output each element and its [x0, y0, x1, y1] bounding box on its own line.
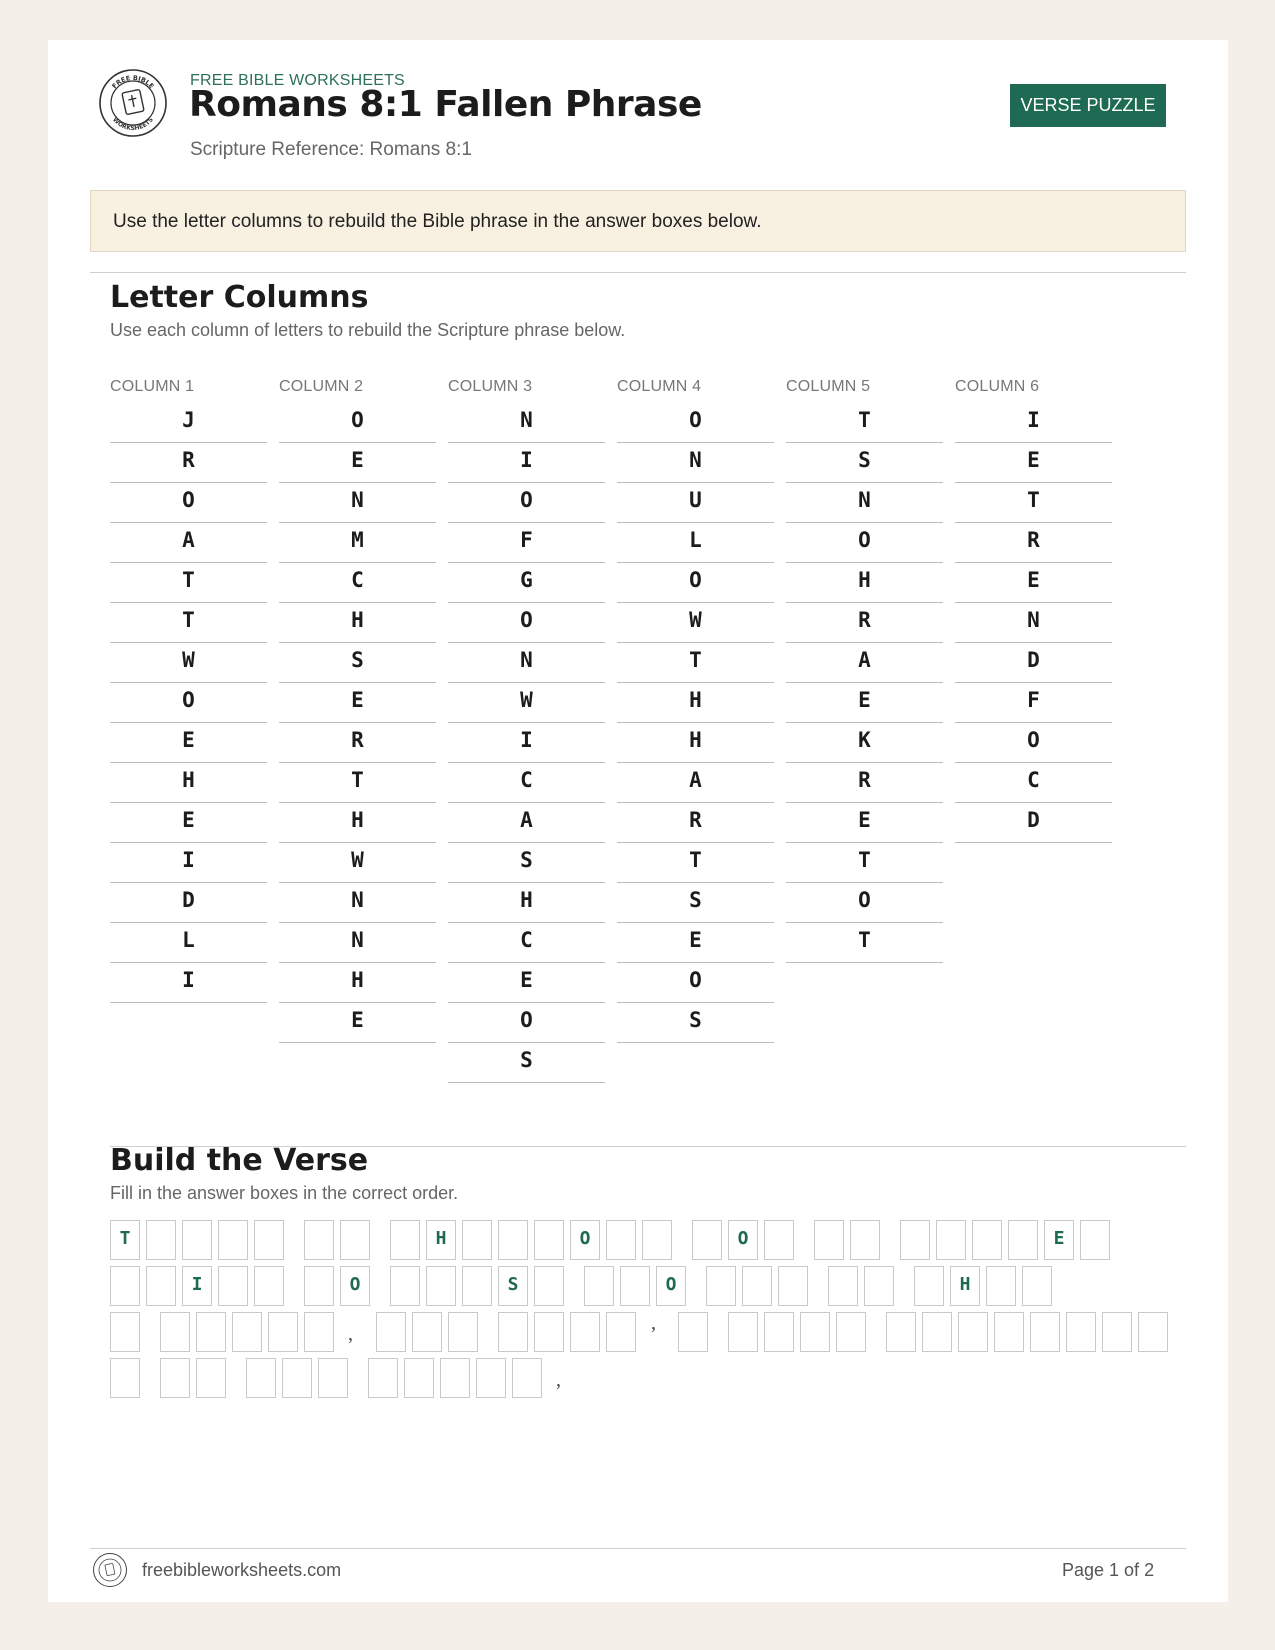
answer-box[interactable] — [254, 1220, 284, 1260]
answer-box-hint[interactable]: O — [340, 1266, 370, 1306]
letter-cell: T — [617, 843, 774, 883]
answer-box[interactable] — [1008, 1220, 1038, 1260]
answer-box[interactable] — [196, 1312, 226, 1352]
letter-cell: N — [617, 443, 774, 483]
letter-cell: E — [279, 443, 436, 483]
letter-cell: C — [448, 763, 605, 803]
letter-cell: T — [955, 483, 1112, 523]
answer-box-hint[interactable]: O — [728, 1220, 758, 1260]
letter-cell: N — [279, 923, 436, 963]
letter-cell: R — [786, 603, 943, 643]
letter-cell: T — [617, 643, 774, 683]
letter-cell: T — [110, 603, 267, 643]
letter-column-4 — [617, 378, 774, 1043]
letter-cell: F — [955, 683, 1112, 723]
answer-word — [498, 1312, 642, 1352]
letter-cell: N — [448, 643, 605, 683]
letter-column-6 — [955, 378, 1112, 843]
answer-box[interactable] — [606, 1312, 636, 1352]
answer-box[interactable] — [922, 1312, 952, 1352]
letter-cell: H — [786, 563, 943, 603]
letter-cell: O — [110, 483, 267, 523]
answer-word — [390, 1266, 570, 1306]
letter-cell: D — [955, 803, 1112, 843]
letter-cell: O — [448, 603, 605, 643]
answer-box[interactable] — [254, 1266, 284, 1306]
answer-box[interactable] — [376, 1312, 406, 1352]
answer-word — [160, 1358, 232, 1398]
letter-cell: N — [786, 483, 943, 523]
letter-cell: E — [279, 683, 436, 723]
answer-word — [368, 1358, 548, 1398]
letter-cell: C — [955, 763, 1112, 803]
letter-cell: H — [279, 963, 436, 1003]
letter-cell: R — [617, 803, 774, 843]
letter-cell: W — [617, 603, 774, 643]
answer-word — [304, 1220, 376, 1260]
letter-cell: M — [279, 523, 436, 563]
letter-cell: O — [110, 683, 267, 723]
letter-cell: H — [279, 603, 436, 643]
answer-box[interactable] — [1138, 1312, 1168, 1352]
answer-word — [886, 1312, 1174, 1352]
answer-word — [304, 1266, 376, 1306]
letter-cell: O — [955, 723, 1112, 763]
letter-cell: E — [955, 563, 1112, 603]
letter-cell: E — [786, 683, 943, 723]
answer-box[interactable] — [534, 1220, 564, 1260]
letter-cell: T — [786, 843, 943, 883]
letter-cell: R — [110, 443, 267, 483]
letter-cell: K — [786, 723, 943, 763]
letter-cell: S — [279, 643, 436, 683]
letter-cell: S — [617, 1003, 774, 1043]
answer-box[interactable] — [692, 1220, 722, 1260]
answer-box[interactable] — [462, 1220, 492, 1260]
instructions-banner: Use the letter columns to rebuild the Bible phrase in the answer boxes below. — [90, 190, 1186, 252]
answer-word — [828, 1266, 900, 1306]
letter-cell: O — [617, 403, 774, 443]
letter-cell: L — [617, 523, 774, 563]
answer-box[interactable] — [828, 1266, 858, 1306]
answer-box[interactable] — [850, 1220, 880, 1260]
logo-seal-icon — [98, 68, 168, 138]
answer-box[interactable] — [232, 1312, 262, 1352]
answer-punctuation: ’ — [650, 1323, 657, 1345]
answer-box-hint[interactable]: E — [1044, 1220, 1074, 1260]
letter-cell: W — [448, 683, 605, 723]
letter-cell: G — [448, 563, 605, 603]
answer-word — [706, 1266, 814, 1306]
letter-cell: E — [617, 923, 774, 963]
answer-box[interactable] — [678, 1312, 708, 1352]
answer-word — [678, 1312, 714, 1352]
letter-cell: H — [110, 763, 267, 803]
divider — [90, 272, 1186, 273]
answer-box[interactable] — [196, 1358, 226, 1398]
answer-box-hint[interactable]: I — [182, 1266, 212, 1306]
page-number: Page 1 of 2 — [1062, 1560, 1155, 1580]
letter-cell: H — [448, 883, 605, 923]
letter-columns-heading: Letter Columns — [110, 280, 369, 315]
answer-box[interactable] — [110, 1266, 140, 1306]
answer-box[interactable] — [268, 1312, 298, 1352]
answer-word — [728, 1312, 872, 1352]
letter-cell: T — [786, 403, 943, 443]
answer-box[interactable] — [304, 1220, 334, 1260]
answer-box[interactable] — [218, 1266, 248, 1306]
letter-cell: S — [617, 883, 774, 923]
answer-box[interactable] — [318, 1358, 348, 1398]
answer-box[interactable] — [110, 1312, 140, 1352]
answer-box[interactable] — [728, 1312, 758, 1352]
letter-cell: O — [448, 1003, 605, 1043]
answer-box[interactable] — [1066, 1312, 1096, 1352]
letter-cell: R — [955, 523, 1112, 563]
answer-box[interactable] — [936, 1220, 966, 1260]
answer-box-hint[interactable]: O — [656, 1266, 686, 1306]
letter-cell: R — [279, 723, 436, 763]
answer-box[interactable] — [426, 1266, 456, 1306]
letter-cell: S — [448, 843, 605, 883]
footer-logo-icon — [92, 1552, 128, 1588]
answer-box[interactable] — [534, 1312, 564, 1352]
answer-box[interactable] — [836, 1312, 866, 1352]
letter-cell: I — [110, 843, 267, 883]
answer-word — [584, 1266, 692, 1306]
answer-box-hint[interactable]: T — [110, 1220, 140, 1260]
letter-column-5 — [786, 378, 943, 963]
letter-cell: C — [279, 563, 436, 603]
letter-cell: A — [448, 803, 605, 843]
letter-column-3 — [448, 378, 605, 1083]
letter-cell: W — [110, 643, 267, 683]
letter-cell: N — [279, 483, 436, 523]
answer-word — [914, 1266, 1058, 1306]
answer-word — [110, 1220, 290, 1260]
answer-box[interactable] — [914, 1266, 944, 1306]
answer-box[interactable] — [282, 1358, 312, 1398]
answer-box[interactable] — [340, 1220, 370, 1260]
answer-box[interactable] — [534, 1266, 564, 1306]
answer-word — [110, 1266, 290, 1306]
answer-box[interactable] — [304, 1266, 334, 1306]
letter-cell: H — [617, 723, 774, 763]
answer-box[interactable] — [778, 1266, 808, 1306]
scripture-reference: Scripture Reference: Romans 8:1 — [190, 139, 472, 160]
answer-box[interactable] — [1102, 1312, 1132, 1352]
letter-cell: L — [110, 923, 267, 963]
answer-box[interactable] — [886, 1312, 916, 1352]
letter-cell: E — [786, 803, 943, 843]
answer-word — [110, 1358, 146, 1398]
answer-box[interactable] — [498, 1312, 528, 1352]
letter-cell: A — [617, 763, 774, 803]
answer-box[interactable] — [146, 1220, 176, 1260]
letter-cell: O — [617, 563, 774, 603]
letter-cell: O — [448, 483, 605, 523]
answer-box[interactable] — [512, 1358, 542, 1398]
answer-box-hint[interactable]: O — [570, 1220, 600, 1260]
column-label: COLUMN 2 — [279, 378, 364, 395]
footer-site-link[interactable]: freebibleworksheets.com — [142, 1560, 342, 1580]
letter-cell: E — [955, 443, 1112, 483]
letter-cell: T — [110, 563, 267, 603]
verse-puzzle-badge[interactable]: VERSE PUZZLE — [1010, 84, 1166, 127]
letter-cell: N — [279, 883, 436, 923]
answer-box[interactable] — [764, 1312, 794, 1352]
answer-box[interactable] — [160, 1312, 190, 1352]
answer-box[interactable] — [218, 1220, 248, 1260]
letter-cell: D — [955, 643, 1112, 683]
letter-cell: E — [448, 963, 605, 1003]
answer-box[interactable] — [110, 1358, 140, 1398]
answer-box[interactable] — [864, 1266, 894, 1306]
column-label: COLUMN 4 — [617, 378, 702, 395]
answer-punctuation: , — [556, 1369, 561, 1391]
answer-box[interactable] — [1022, 1266, 1052, 1306]
answer-box[interactable] — [958, 1312, 988, 1352]
letter-cell: I — [955, 403, 1112, 443]
letter-cell: H — [279, 803, 436, 843]
letter-cell: H — [617, 683, 774, 723]
answer-box[interactable] — [986, 1266, 1016, 1306]
answer-word — [376, 1312, 484, 1352]
answer-word — [692, 1220, 800, 1260]
answer-box-hint[interactable]: H — [950, 1266, 980, 1306]
answer-box[interactable] — [606, 1220, 636, 1260]
answer-box[interactable] — [146, 1266, 176, 1306]
answer-box[interactable] — [814, 1220, 844, 1260]
letter-cell: J — [110, 403, 267, 443]
letter-column-2 — [279, 378, 436, 1043]
column-label: COLUMN 3 — [448, 378, 533, 395]
letter-cell: O — [786, 883, 943, 923]
answer-box[interactable] — [498, 1220, 528, 1260]
letter-cell: U — [617, 483, 774, 523]
letter-cell: F — [448, 523, 605, 563]
answer-box-hint[interactable]: H — [426, 1220, 456, 1260]
letter-cell: O — [786, 523, 943, 563]
answer-box[interactable] — [706, 1266, 736, 1306]
letter-cell: C — [448, 923, 605, 963]
answer-word — [900, 1220, 1116, 1260]
answer-word — [246, 1358, 354, 1398]
build-verse-heading: Build the Verse — [110, 1143, 369, 1178]
answer-box[interactable] — [368, 1358, 398, 1398]
letter-cell: O — [617, 963, 774, 1003]
answer-box[interactable] — [642, 1220, 672, 1260]
answer-box[interactable] — [476, 1358, 506, 1398]
letter-cell: N — [955, 603, 1112, 643]
column-label: COLUMN 6 — [955, 378, 1040, 395]
column-label: COLUMN 1 — [110, 378, 195, 395]
letter-cell: A — [110, 523, 267, 563]
letter-cell: I — [448, 723, 605, 763]
answer-word — [390, 1220, 678, 1260]
letter-cell: I — [448, 443, 605, 483]
column-label: COLUMN 5 — [786, 378, 871, 395]
answer-box[interactable] — [800, 1312, 830, 1352]
answer-box-hint[interactable]: S — [498, 1266, 528, 1306]
answer-box[interactable] — [742, 1266, 772, 1306]
svg-text:WORKSHEETS: WORKSHEETS — [111, 116, 155, 133]
answer-box[interactable] — [160, 1358, 190, 1398]
answer-word — [110, 1312, 146, 1352]
answer-punctuation: , — [348, 1323, 353, 1345]
answer-box[interactable] — [390, 1266, 420, 1306]
answer-box[interactable] — [448, 1312, 478, 1352]
footer-divider — [90, 1548, 1186, 1549]
answer-box[interactable] — [412, 1312, 442, 1352]
letter-cell: O — [279, 403, 436, 443]
answer-word — [160, 1312, 340, 1352]
answer-box[interactable] — [620, 1266, 650, 1306]
answer-box[interactable] — [182, 1220, 212, 1260]
letter-cell: S — [786, 443, 943, 483]
answer-box[interactable] — [246, 1358, 276, 1398]
letter-cell: E — [110, 723, 267, 763]
letter-column-1 — [110, 378, 267, 1003]
build-verse-subtitle: Fill in the answer boxes in the correct order. — [110, 1183, 459, 1203]
site-kicker: FREE BIBLE WORKSHEETS — [190, 72, 405, 89]
answer-box[interactable] — [1030, 1312, 1060, 1352]
worksheet-page — [48, 40, 1228, 1602]
answer-box[interactable] — [404, 1358, 434, 1398]
answer-box[interactable] — [994, 1312, 1024, 1352]
answer-box[interactable] — [900, 1220, 930, 1260]
answer-box[interactable] — [1080, 1220, 1110, 1260]
svg-text:FREE BIBLE: FREE BIBLE — [110, 73, 156, 91]
letter-cell: I — [110, 963, 267, 1003]
answer-box[interactable] — [390, 1220, 420, 1260]
answer-box[interactable] — [972, 1220, 1002, 1260]
answer-box[interactable] — [584, 1266, 614, 1306]
page-title: Romans 8:1 Fallen Phrase — [189, 84, 702, 125]
answer-box[interactable] — [462, 1266, 492, 1306]
letter-columns-subtitle: Use each column of letters to rebuild the Scripture phrase below. — [110, 320, 626, 340]
answer-box[interactable] — [764, 1220, 794, 1260]
letter-cell: R — [786, 763, 943, 803]
answer-box[interactable] — [570, 1312, 600, 1352]
letter-cell: E — [279, 1003, 436, 1043]
letter-cell: A — [786, 643, 943, 683]
letter-cell: N — [448, 403, 605, 443]
letter-cell: W — [279, 843, 436, 883]
letter-cell: T — [786, 923, 943, 963]
letter-cell: D — [110, 883, 267, 923]
letter-cell: S — [448, 1043, 605, 1083]
answer-box[interactable] — [304, 1312, 334, 1352]
letter-cell: T — [279, 763, 436, 803]
answer-box[interactable] — [440, 1358, 470, 1398]
answer-word — [814, 1220, 886, 1260]
letter-cell: E — [110, 803, 267, 843]
